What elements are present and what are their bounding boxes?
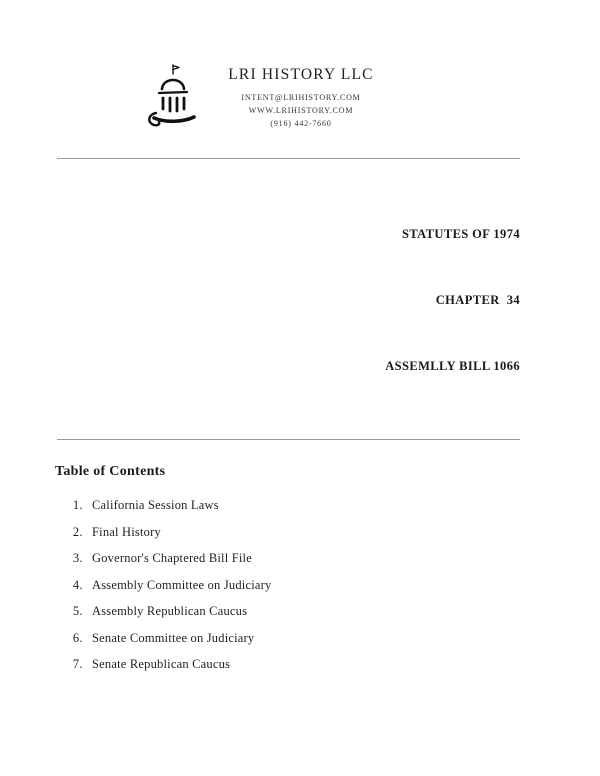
toc-item: 2. Final History: [86, 525, 600, 540]
company-name: LRI HISTORY LLC: [228, 66, 374, 83]
toc-item: 6. Senate Committee on Judiciary: [86, 631, 600, 646]
statute-block: [0, 179, 520, 421]
company-website: WWW.LRIHISTORY.COM: [248, 106, 354, 115]
toc-item: 5. Assembly Republican Caucus: [86, 604, 600, 619]
divider-mid: [57, 439, 520, 440]
toc-list: [0, 498, 600, 672]
toc-item: 4. Assembly Committee on Judiciary: [86, 578, 600, 593]
capitol-logo-icon: [142, 62, 202, 132]
toc-title: Table of Contents: [55, 464, 166, 479]
divider-top: [57, 158, 520, 159]
letterhead: [0, 0, 558, 132]
statute-line-chapter: CHAPTER 34: [435, 293, 520, 307]
letterhead-text: [228, 62, 373, 130]
statute-line-year: STATUTES OF 1974: [402, 227, 520, 241]
toc-item: 3. Governor's Chaptered Bill File: [86, 551, 600, 566]
toc-item: 7. Senate Republican Caucus: [86, 657, 600, 672]
company-phone: (916) 442-7660: [270, 119, 332, 128]
company-email: INTENT@LRIHISTORY.COM: [241, 93, 361, 102]
statute-line-bill: ASSEMLLY BILL 1066: [385, 359, 520, 373]
toc-item: 1. California Session Laws: [86, 498, 600, 513]
